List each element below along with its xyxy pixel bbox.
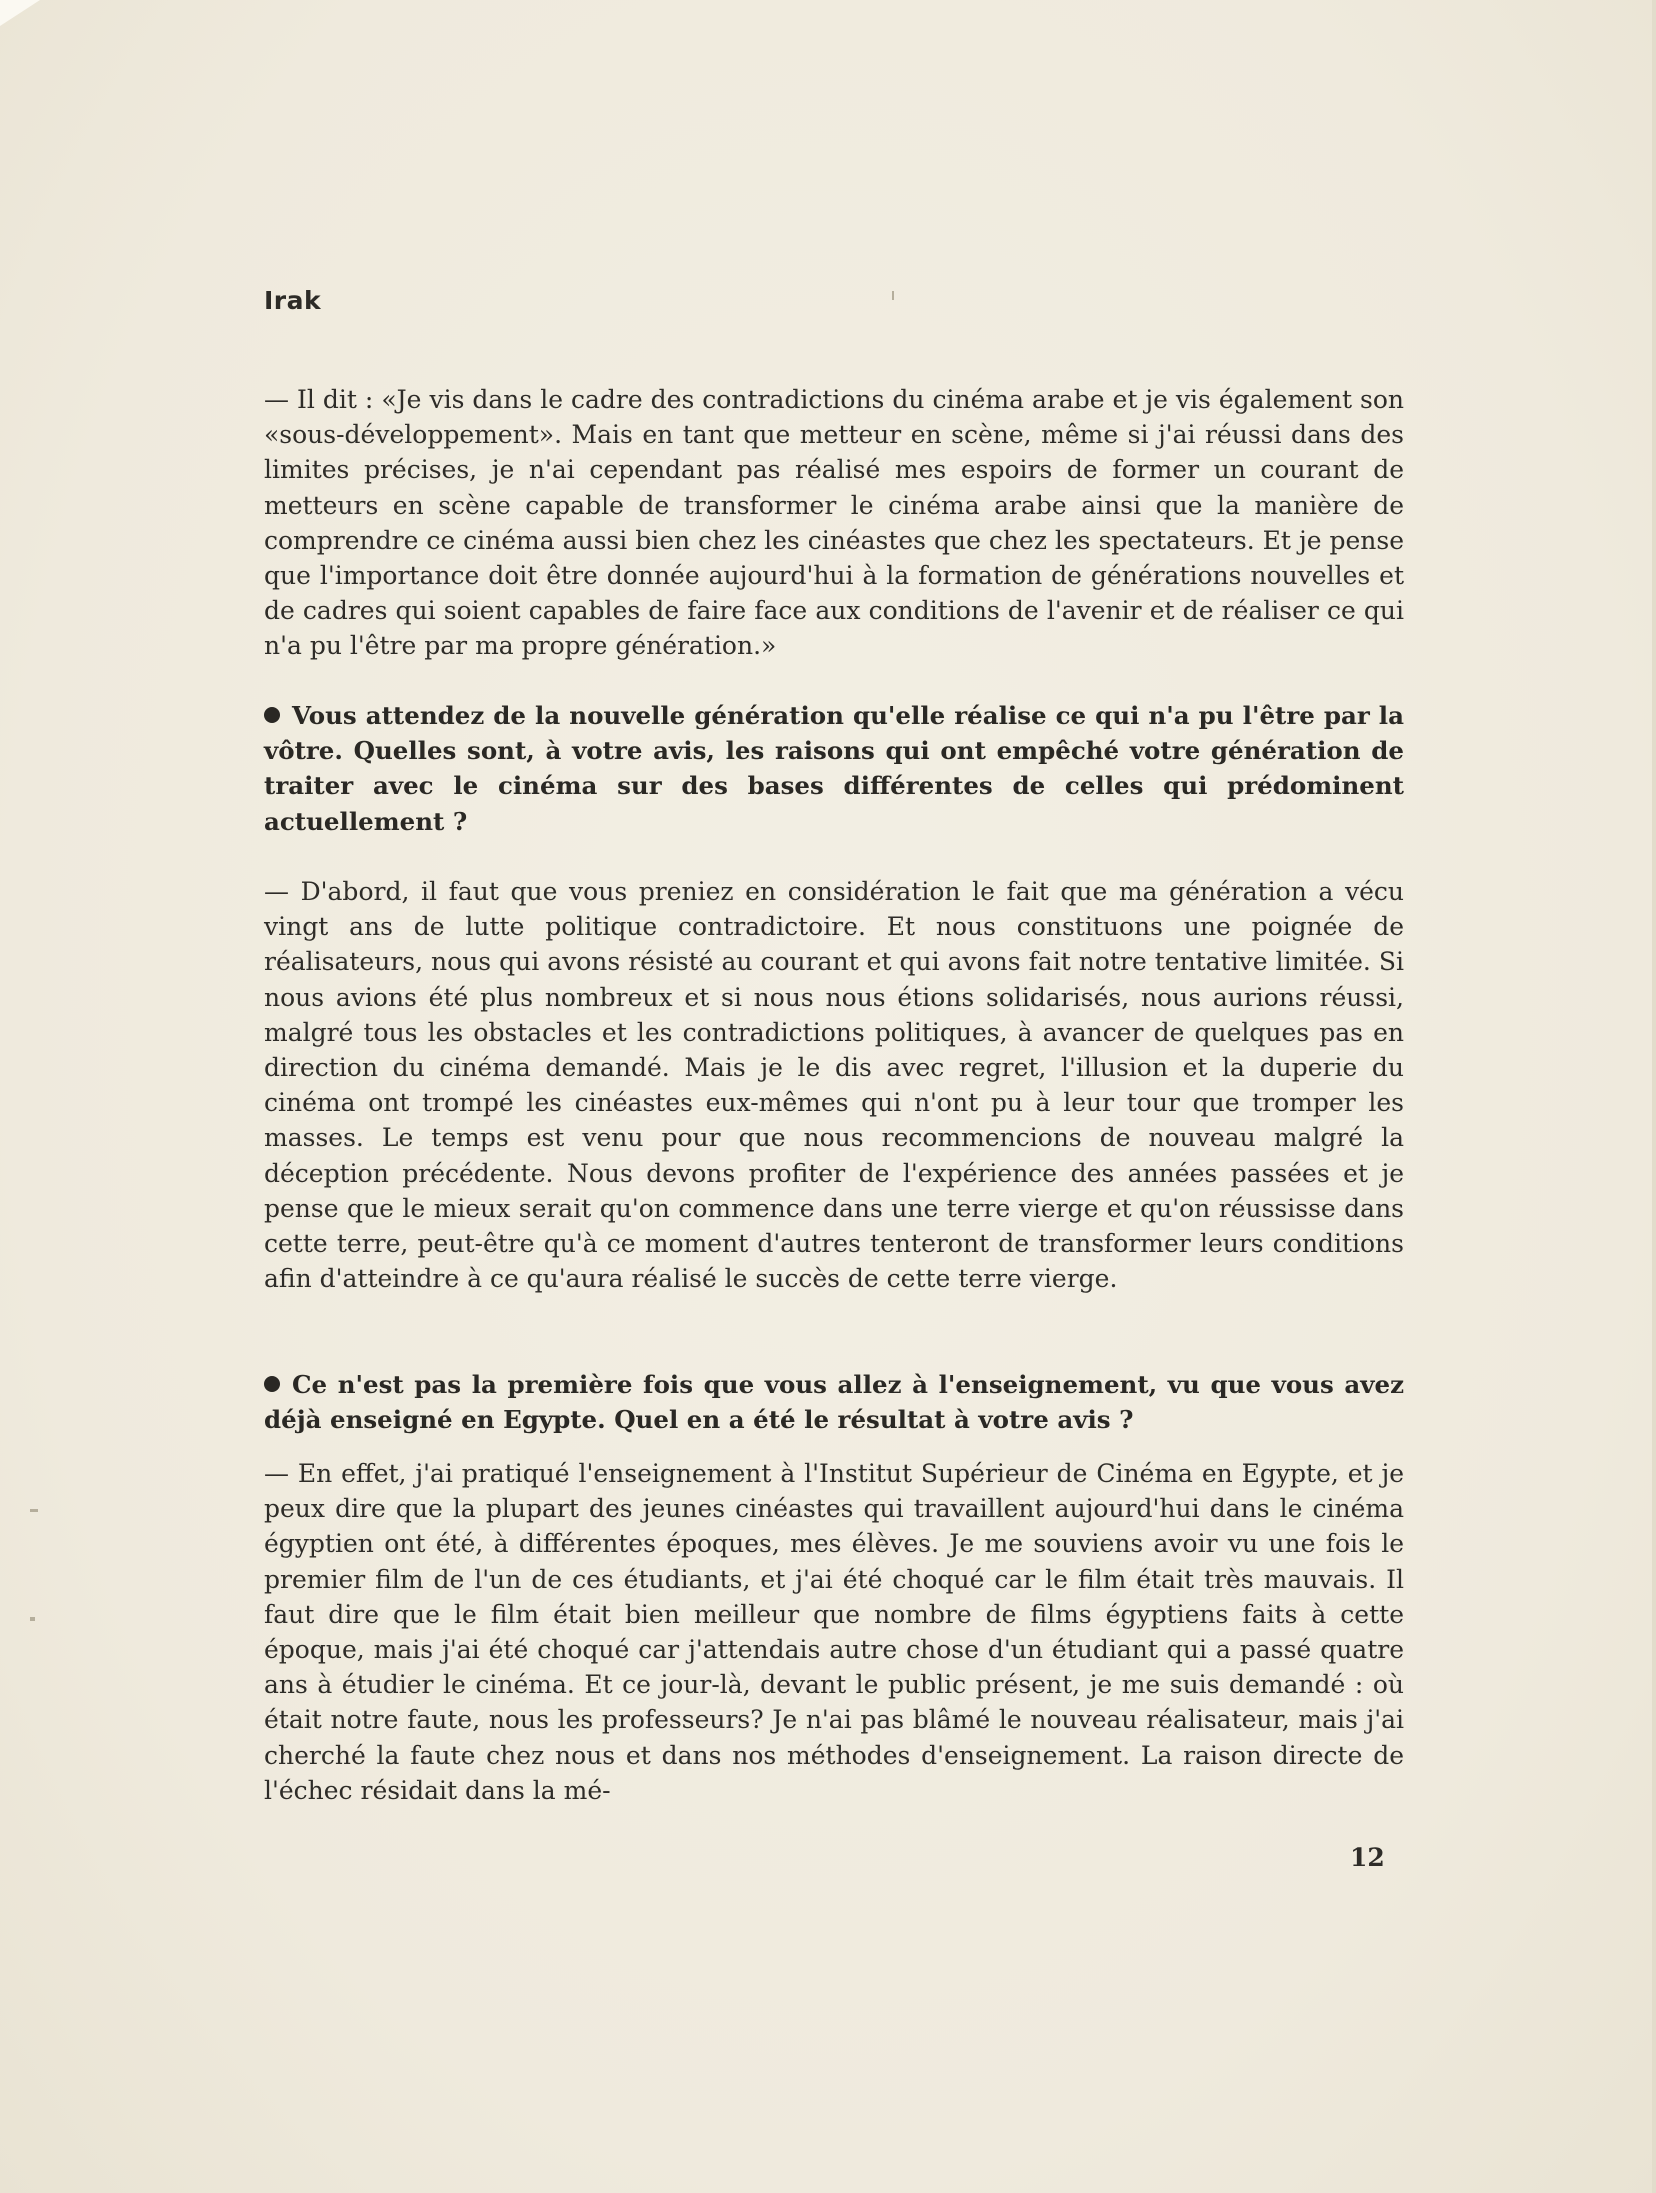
answer-paragraph: — En effet, j'ai pratiqué l'enseignement à l'Institut Supérieur de Cinéma en Egypte, et je peux dire que la plupart des jeunes cinéastes qui travaillent aujourd'hui dans le cinéma égyptien ont été, à différentes époques, mes élèves. Je me souviens avoir vu une fois le premier film de l'un de ces étudiants, et j'ai été choqué car le film était très mauvais. Il faut dire que le film était bien meilleur que nombre de films égyptiens faits à cette époque, mais j'ai été choqué car j'attendais autre chose d'un étudiant qui a passé quatre ans à étudier le cinéma. Et ce jour-là, devant le public présent, je me suis demandé : où était notre faute, nous les professeurs? Je n'ai pas blâmé le nouveau réalisateur, mais j'ai cherché la faute chez nous et dans nos méthodes d'enseignement. La raison directe de l'échec résidait dans la mé- <box>264 1459 1404 1805</box>
bullet-icon <box>264 1376 280 1392</box>
page-number: 12 <box>1350 1843 1385 1872</box>
question-paragraph <box>264 698 1404 839</box>
answer-paragraph: — D'abord, il faut que vous preniez en considération le fait que ma génération a vécu vingt ans de lutte politique contradictoire. Et nous constituons une poignée de réalisateurs, nous qui avons résisté au courant et qui avons fait notre tentative limitée. Si nous avions été plus nombreux et si nous nous étions solidarisés, nous aurions réussi, malgré tous les obstacles et les contradictions politiques, à avancer de quelques pas en direction du cinéma demandé. Mais je le dis avec regret, l'illusion et la duperie du cinéma ont trompé les cinéastes eux-mêmes qui n'ont pu à leur tour que tromper les masses. Le temps est venu pour que nous recommencions de nouveau malgré la déception précédente. Nous devons profiter de l'expérience des années passées et je pense que le mieux serait qu'on commence dans une terre vierge et qu'on réussisse dans cette terre, peut-être qu'à ce moment d'autres tenteront de transformer leurs conditions afin d'atteindre à ce qu'aura réalisé le succès de cette terre vierge. <box>264 877 1404 1294</box>
question-text: Vous attendez de la nouvelle génération qu'elle réalise ce qui n'a pu l'être par la vôtre. Quelles sont, à votre avis, les raisons qui ont empêché votre génération de traiter avec le cinéma sur des bases différentes de celles qui prédominent actuellement ? <box>264 701 1404 836</box>
section-title: Irak <box>264 286 322 315</box>
question-paragraph <box>264 1367 1404 1437</box>
corner-fold <box>0 0 40 26</box>
page-edge <box>1652 0 1656 2193</box>
scan-speck <box>30 1617 35 1621</box>
scan-speck <box>30 1509 38 1512</box>
answer-paragraph: — Il dit : «Je vis dans le cadre des contradictions du cinéma arabe et je vis également son «sous-développement». Mais en tant que metteur en scène, même si j'ai réussi dans des limites précises, je n'ai cependant pas réalisé mes espoirs de former un courant de metteurs en scène capable de transformer le cinéma arabe ainsi que la manière de comprendre ce cinéma aussi bien chez les cinéastes que chez les spectateurs. Et je pense que l'importance doit être donnée aujourd'hui à la formation de générations nouvelles et de cadres qui soient capables de faire face aux conditions de l'avenir et de réaliser ce qui n'a pu l'être par ma propre génération.» <box>264 385 1404 661</box>
bullet-icon <box>264 707 280 723</box>
question-text: Ce n'est pas la première fois que vous allez à l'enseignement, vu que vous avez déjà enseigné en Egypte. Quel en a été le résultat à votre avis ? <box>264 1370 1404 1435</box>
scan-speck <box>892 291 894 300</box>
